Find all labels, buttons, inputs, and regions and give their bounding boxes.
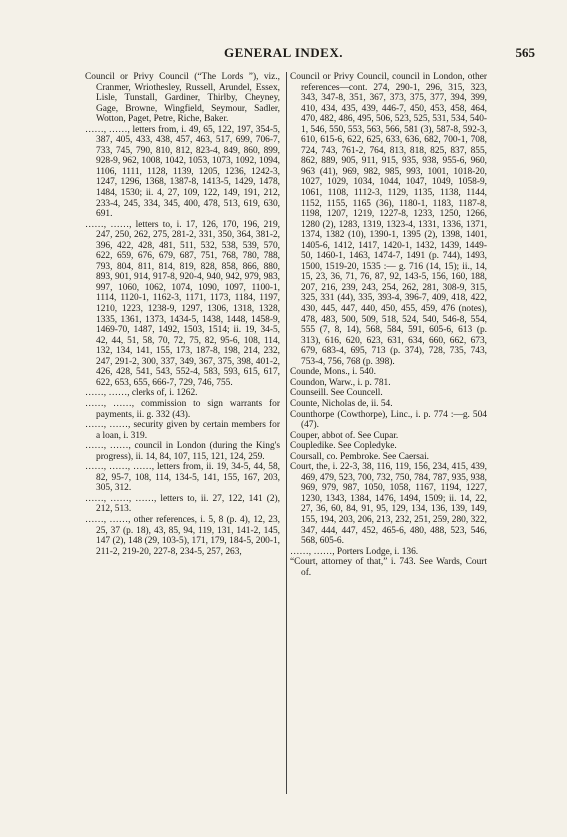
index-entry: Council or Privy Council (“The Lords ”), viz., Cranmer, Wriothesley, Russell, Arundel, Essex, Lisle, Tunstall, Gardiner, Thirlby, Cheyney, Gage, Browne, Wingfield, Seymour, Sadler, Wotton, Paget, Petre, Riche, Baker. [85, 72, 280, 125]
index-entry: Court, the, i. 22-3, 38, 116, 119, 156, 234, 415, 439, 469, 479, 523, 700, 732, 750, 784, 787, 935, 938, 969, 979, 987, 1050, 1058, 1167, 1194, 1227, 1230, 1343, 1384, 1476, 1494, 1509; ii. 14, 22, 27, 36, 60, 84, 91, 95, 129, 134, 136, 139, 149, 155, 194, 203, 206, 213, 232, 251, 259, 280, 322, 347, 444, 447, 452, 465-6, 480, 488, 523, 546, 568, 605-6. [290, 462, 487, 547]
index-entry: ……, ……, security given by certain members for a loan, i. 319. [85, 420, 280, 441]
index-entry: Couper, abbot of. See Cupar. [290, 430, 399, 441]
index-entry: Coupledike. See Copledyke. [290, 441, 397, 452]
index-column-right [290, 72, 487, 578]
index-entry: ……, ……, clerks of, i. 1262. [85, 388, 198, 399]
index-entry: Coundon, Warw., i. p. 781. [290, 377, 391, 388]
index-entry: Counte, Nicholas de, ii. 54. [290, 398, 393, 409]
running-title: GENERAL INDEX. [224, 45, 343, 60]
index-entry: Counthorpe (Cowthorpe), Linc., i. p. 774 :—g. 504 (47). [290, 409, 487, 431]
index-entry: Counseill. See Councell. [290, 388, 383, 399]
index-entry: ……, ……, other references, i. 5, 8 (p. 4), 12, 23, 25, 37 (p. 18), 43, 85, 94, 119, 131, 141-2, 145, 147 (2), 148 (29, 103-5), 171, 179, 184-5, 200-1, 211-2, 219-20, 227-8, 234-5, 257, 263, [85, 514, 280, 557]
index-entry: ……, ……, letters from, i. 49, 65, 122, 197, 354-5, 387, 405, 433, 438, 457, 463, 517, 699, 706-7, 733, 745, 790, 810, 812, 823-4, 849, 860, 899, 928-9, 962, 1008, 1042, 1053, 1073, 1092, 1094, 1106, 1111, 1128, 1139, 1205, 1236, 1242-3, 1247, 1296, 1368, 1387-8, 1413-5, 1429, 1478, 1484, 1530; ii. 4, 27, 109, 122, 149, 191, 212, 233-4, 245, 334, 345, 400, 478, 513, 619, 630, 691. [85, 124, 280, 220]
index-entry: “Court, attorney of that,” i. 743. See Wards, Court of. [290, 557, 487, 578]
column-divider [286, 72, 287, 794]
index-entry: Council or Privy Council, council in London, other references—cont. 274, 290-1, 296, 315, 323, 343, 347-8, 351, 367, 373, 375, 377, 394, 399, 410, 434, 435, 439, 446-7, 450, 453, 458, 464, 470, 482, 486, 495, 506, 523, 525, 531, 534, 540-1, 546, 550, 553, 563, 566, 581 (3), 587-8, 592-3, 610, 615-6, 622, 625, 633, 636, 682, 700-1, 708, 724, 743, 761-2, 764, 813, 818, 825, 837, 855, 862, 889, 905, 911, 915, 935, 938, 955-6, 960, 963 (41), 969, 982, 985, 993, 1001, 1018-20, 1027, 1029, 1034, 1044, 1047, 1049, 1058-9, 1061, 1108, 1112-3, 1129, 1135, 1138, 1144, 1152, 1155, 1165 (36), 1180-1, 1183, 1187-8, 1198, 1207, 1219, 1227-8, 1233, 1250, 1266, 1280 (2), 1283, 1319, 1323-4, 1331, 1336, 1371, 1374, 1382 (10), 1390-1, 1395 (2), 1398, 1401, 1405-6, 1412, 1417, 1420-1, 1432, 1439, 1449-50, 1460-1, 1463, 1474-7, 1491 (p. 744), 1493, 1500, 1519-20, 1535 :— g. 716 (14, 15); ii., 14, 15, 23, 36, 71, 76, 87, 92, 143-5, 156, 160, 188, 207, 216, 239, 243, 254, 262, 281, 308-9, 315, 325, 331 (44), 335, 393-4, 396-7, 409, 418, 422, 430, 445, 447, 440, 450, 455, 459, 476 (notes), 478, 483, 500, 509, 518, 524, 540, 546-8, 554, 555 (7, 8, 14), 568, 584, 591, 605-6, 613 (p. 313), 616, 620, 623, 631, 634, 660, 662, 673, 679, 683-4, 695, 713 (p. 374), 728, 735, 743, 753-4, 756, 768 (p. 398). [290, 72, 487, 367]
index-entry: ……, ……, Porters Lodge, i. 136. [290, 546, 419, 557]
page-number: 565 [515, 45, 535, 60]
index-entry: ……, ……, council in London (during the King's progress), ii. 14, 84, 107, 115, 121, 124, 259. [85, 441, 280, 462]
index-entry: ……, ……, letters to, i. 17, 126, 170, 196, 219, 247, 250, 262, 275, 281-2, 331, 350, 364, 381-2, 396, 422, 428, 481, 511, 532, 538, 539, 570, 622, 659, 676, 679, 687, 751, 768, 780, 788, 793, 804, 811, 814, 819, 828, 858, 866, 880, 893, 901, 914, 917-8, 920-4, 940, 942, 979, 983, 997, 1060, 1062, 1074, 1090, 1097, 1100-1, 1114, 1120-1, 1162-3, 1171, 1173, 1184, 1197, 1210, 1223, 1238-9, 1297, 1306, 1318, 1328, 1335, 1361, 1373, 1434-5, 1438, 1448, 1458-9, 1469-70, 1487, 1492, 1503, 1514; ii. 19, 34-5, 42, 44, 51, 58, 70, 72, 75, 82, 95-6, 108, 114, 132, 134, 141, 155, 173, 187-8, 198, 214, 232, 247, 291-2, 300, 337, 349, 367, 375, 398, 401-2, 426, 428, 541, 543, 552-4, 583, 593, 615, 617, 622, 653, 655, 666-7, 729, 746, 755. [85, 219, 280, 388]
page-header [0, 45, 567, 65]
index-entry: ……, ……, ……, letters to, ii. 27, 122, 141 (2), 212, 513. [85, 493, 280, 515]
index-column-left [85, 72, 280, 557]
index-entry: Counde, Mons., i. 540. [290, 367, 376, 378]
index-entry: ……, ……, commission to sign warrants for payments, ii. g. 332 (43). [85, 398, 280, 420]
index-entry: Coursall, co. Pembroke. See Caersai. [290, 451, 430, 462]
index-entry: ……, ……, ……, letters from, ii. 19, 34-5, 44, 58, 82, 95-7, 108, 114, 134-5, 141, 155, 167, 203, 305, 312. [85, 462, 280, 494]
